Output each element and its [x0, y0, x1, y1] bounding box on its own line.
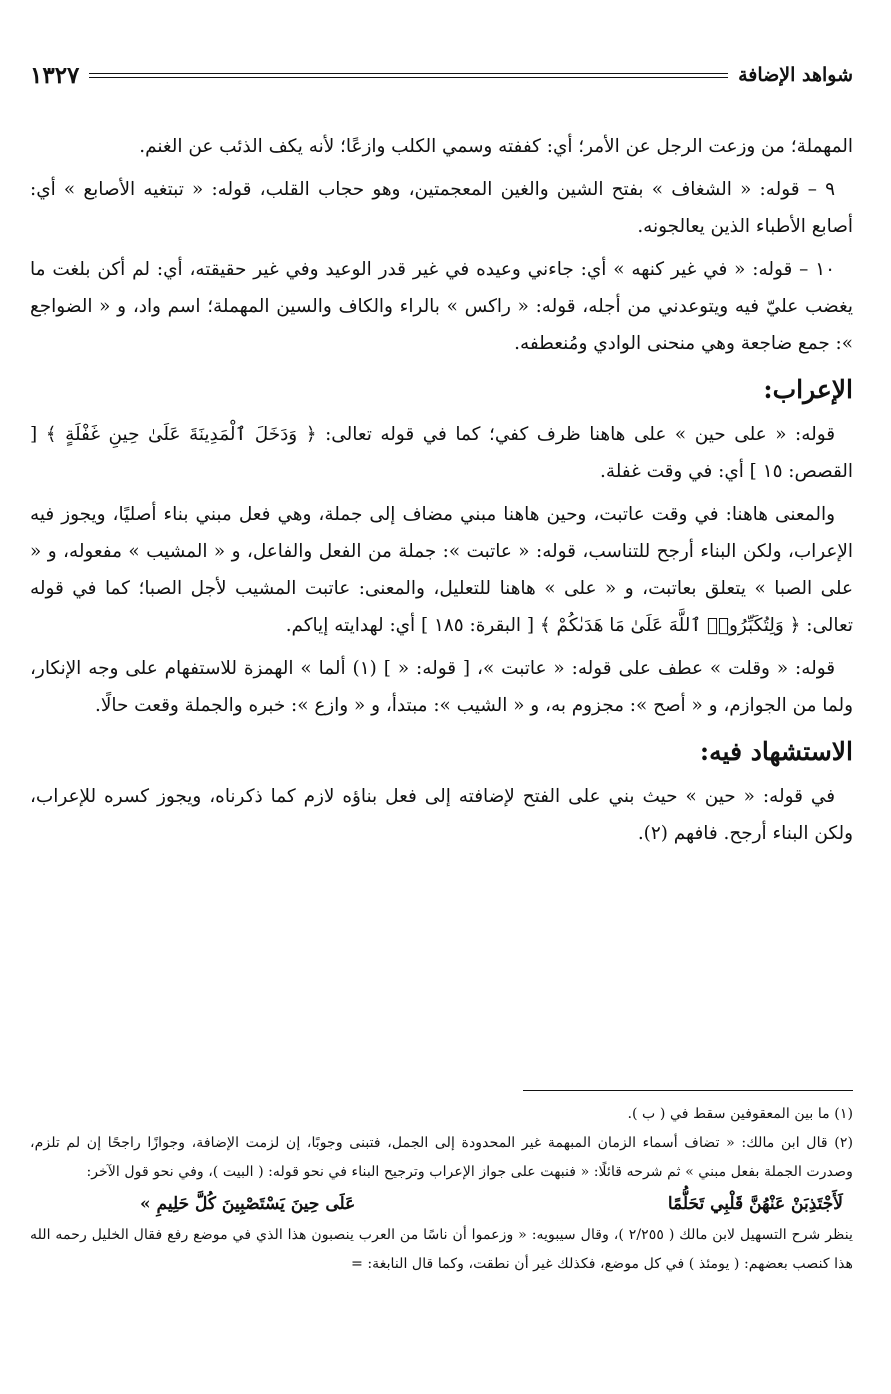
- footnote-separator: [523, 1090, 853, 1091]
- book-page: [30, 0, 853, 1394]
- page-number: ١٣٢٧: [30, 61, 80, 89]
- main-text: [30, 128, 853, 858]
- footnotes: [30, 1100, 853, 1279]
- header-rule: [89, 73, 728, 78]
- paragraph-wa-qultu: قوله: « وقلت » عطف على قوله: « عاتبت »، [ قوله: « ] (١) ألما » الهمزة للاستفهام على وجه الإنكار، ولما من الجوازم، و « أصح »: مجزوم به، و « الشيب »: مبتدأ، و « وازع »: خبره والجملة وقعت حالًا.: [30, 658, 853, 716]
- paragraph-note-9: ٩ – قوله: « الشغاف » بفتح الشين والغين المعجمتين، وهو حجاب القلب، قوله: « تبتغيه الأصابع » أي: أصابع الأطباء الذين يعالجونه.: [30, 179, 853, 237]
- section-heading-istishhad: الاستشهاد فيه:: [699, 737, 853, 766]
- verse-second-hemistich: عَلَى حِينَ يَسْتَصْبِينَ كُلَّ حَلِيمِ »: [140, 1194, 356, 1214]
- running-title: شواهد الإضافة: [738, 64, 853, 86]
- footnote-2-continued: ينظر شرح التسهيل لابن مالك ( ٢/٢٥٥ )، وقال سيبويه: « وزعموا أن ناسًا من العرب ينصبون هذا الذي في موضع رفع فقال الخليل رحمه الله هذا كنصب بعضهم: ( يومئذ ) في كل موضع، فكذلك غير أن نطقت، وكما قال النابغة: =: [30, 1227, 853, 1272]
- footnote-1: (١) ما بين المعقوفين سقط في ( ب ).: [627, 1106, 853, 1122]
- paragraph-istishhad: في قوله: « حين » حيث بني على الفتح لإضافته إلى فعل بناؤه لازم كما ذكرناه، ويجوز كسره للإعراب، ولكن البناء أرجح. فافهم (٢).: [30, 786, 853, 844]
- paragraph-ala-hin: قوله: « على حين » على هاهنا ظرف كفي؛ كما في قوله تعالى: ﴿ وَدَخَلَ ٱلْمَدِينَةَ عَلَىٰ حِينِ غَفْلَةٍ ﴾ [ القصص: ١٥ ] أي: في وقت غفلة.: [30, 424, 853, 482]
- paragraph-1: المهملة؛ من وزعت الرجل عن الأمر؛ أي: كففته وسمي الكلب وازعًا؛ لأنه يكف الذئب عن الغنم.: [139, 136, 853, 157]
- verse-first-hemistich: لَأَجْتَذِبَنْ عَنْهُنَّ قَلْبِي تَحَلُّمًا: [667, 1194, 843, 1214]
- paragraph-note-10: ١٠ – قوله: « في غير كنهه » أي: جاءني وعيده في غير قدر الوعيد وفي غير حقيقته، أي: لم أكن بلغت ما يغضب عليّ فيه ويتوعدني من أجله، قوله: « راكس » بالراء والكاف والسين المهملة؛ اسم واد، و « الضواجع »: جمع ضاجعة وهي منحنى الوادي ومُنعطفه.: [30, 259, 853, 354]
- section-heading-i3rab: الإعراب:: [763, 375, 853, 404]
- footnote-verse: [30, 1187, 853, 1221]
- page-header: [30, 58, 853, 92]
- footnote-2: (٢) قال ابن مالك: « تضاف أسماء الزمان المبهمة غير المحدودة إلى الجمل، فتبنى وجوبًا، إن لزمت الإضافة، وجوازًا راجحًا إن لم تلزم، وصدرت الجملة بفعل مبني » ثم شرحه قائلًا: « فنبهت على جواز الإعراب وترجيح البناء في نحو قوله: ( البيت )، وفي نحو قول الآخر:: [30, 1135, 853, 1180]
- paragraph-meaning: والمعنى هاهنا: في وقت عاتبت، وحين هاهنا مبني مضاف إلى جملة، وهي فعل مبني بناء أصليًا، ويجوز فيه الإعراب، ولكن البناء أرجح للتناسب، قوله: « عاتبت »: جملة من الفعل والفاعل، و « المشيب » مفعوله، و « على الصبا » يتعلق بعاتبت، و « على » هاهنا للتعليل، والمعنى: عاتبت المشيب لأجل الصبا؛ كما في قوله تعالى: ﴿ وَلِتُكَبِّرُوا۟ ٱللَّهَ عَلَىٰ مَا هَدَىٰكُمْ ﴾ [ البقرة: ١٨٥ ] أي: لهدايته إياكم.: [30, 504, 853, 636]
